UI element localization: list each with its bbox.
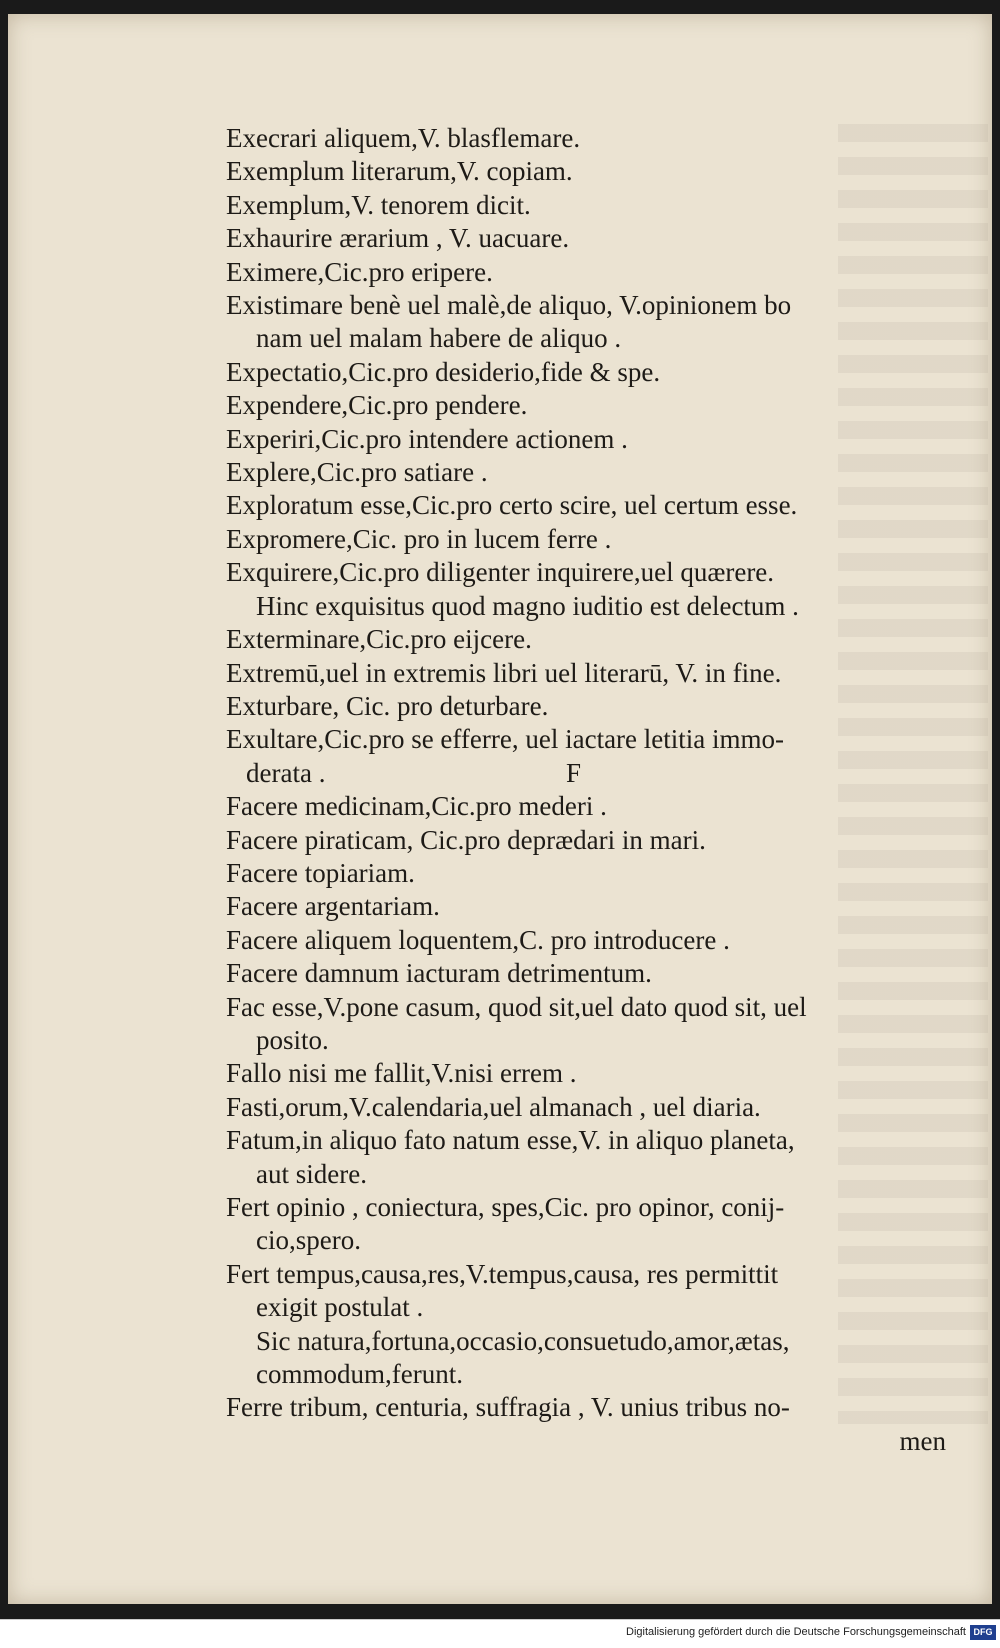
entry-continuation: cio,spero.: [256, 1225, 361, 1256]
dfg-logo: DFG: [970, 1625, 996, 1640]
entry-line: Facere topiariam.: [226, 857, 415, 888]
entry-line: Expendere,Cic.pro pendere.: [226, 390, 528, 421]
entry-line: Expromere,Cic. pro in lucem ferre .: [226, 523, 612, 554]
entry-line: Exultare,Cic.pro se efferre, uel iactare letitia immo-: [226, 724, 784, 755]
entry-continuation: nam uel malam habere de aliquo .: [256, 323, 622, 354]
book-page: [8, 14, 992, 1604]
entry-line: Existimare benè uel malè,de aliquo, V.opinionem bo: [226, 290, 792, 321]
entry-line: Exquirere,Cic.pro diligenter inquirere,uel quærere.: [226, 557, 775, 588]
entry-line: Fert opinio , coniectura, spes,Cic. pro opinor, conij-: [226, 1192, 785, 1222]
entry-line: Fallo nisi me fallit,V.nisi errem .: [226, 1058, 577, 1089]
entry-line: Exhaurire ærarium , V. uacuare.: [226, 223, 570, 254]
entry-continuation: Hinc exquisitus quod magno iuditio est delectum .: [256, 590, 799, 621]
entry-line: Facere piraticam, Cic.pro deprædari in mari.: [226, 824, 706, 855]
digitization-footer: [0, 1619, 1000, 1648]
entry-line: Fert tempus,causa,res,V.tempus,causa, res permittit: [226, 1258, 779, 1289]
entry-line: Exturbare, Cic. pro deturbare.: [226, 690, 549, 721]
entry-line: Explere,Cic.pro satiare .: [226, 457, 488, 488]
entry-line: Facere argentariam.: [226, 891, 440, 922]
entry-line: Eximere,Cic.pro eripere.: [226, 256, 493, 287]
catchword: men: [899, 1425, 946, 1456]
entry-line: Exemplum,V. tenorem dicit.: [226, 189, 531, 220]
entry-line: Exterminare,Cic.pro eijcere.: [226, 624, 532, 655]
entry-line: Fasti,orum,V.calendaria,uel almanach , uel diaria.: [226, 1091, 761, 1122]
entry-continuation: posito.: [256, 1024, 329, 1055]
entry-line: Expectatio,Cic.pro desiderio,fide & spe.: [226, 356, 661, 387]
section-letter: F: [566, 757, 582, 788]
entry-line: Exemplum literarum,V. copiam.: [226, 156, 573, 187]
entry-line: Facere aliquem loquentem,C. pro introducere .: [226, 924, 730, 955]
funding-notice: Digitalisierung gefördert durch die Deutsche Forschungsgemeinschaft: [626, 1626, 966, 1638]
entry-line: Sic natura,fortuna,occasio,consuetudo,amor,ætas,: [256, 1325, 790, 1356]
entry-continuation: exigit postulat .: [256, 1292, 424, 1323]
entry-line: Experiri,Cic.pro intendere actionem .: [226, 423, 628, 454]
entry-continuation: aut sidere.: [256, 1158, 367, 1189]
entry-line: Facere medicinam,Cic.pro mederi .: [226, 791, 607, 822]
entry-line: Exploratum esse,Cic.pro certo scire, uel certum esse.: [226, 490, 798, 521]
entry-continuation: commodum,ferunt.: [256, 1359, 463, 1390]
entry-line: Extremū,uel in extremis libri uel literarū, V. in fine.: [226, 657, 782, 688]
page-text: [226, 122, 946, 1458]
entry-line: Fac esse,V.pone casum, quod sit,uel dato quod sit, uel: [226, 991, 807, 1022]
entry-line-with-letter: [226, 757, 946, 790]
entry-line: Ferre tribum, centuria, suffragia , V. unius tribus no-: [226, 1392, 790, 1423]
entry-line: Facere damnum iacturam detrimentum.: [226, 958, 652, 989]
entry-continuation: derata .: [246, 757, 326, 788]
entry-line: Execrari aliquem,V. blasflemare.: [226, 123, 581, 153]
entry-line: Fatum,in aliquo fato natum esse,V. in aliquo planeta,: [226, 1125, 795, 1156]
